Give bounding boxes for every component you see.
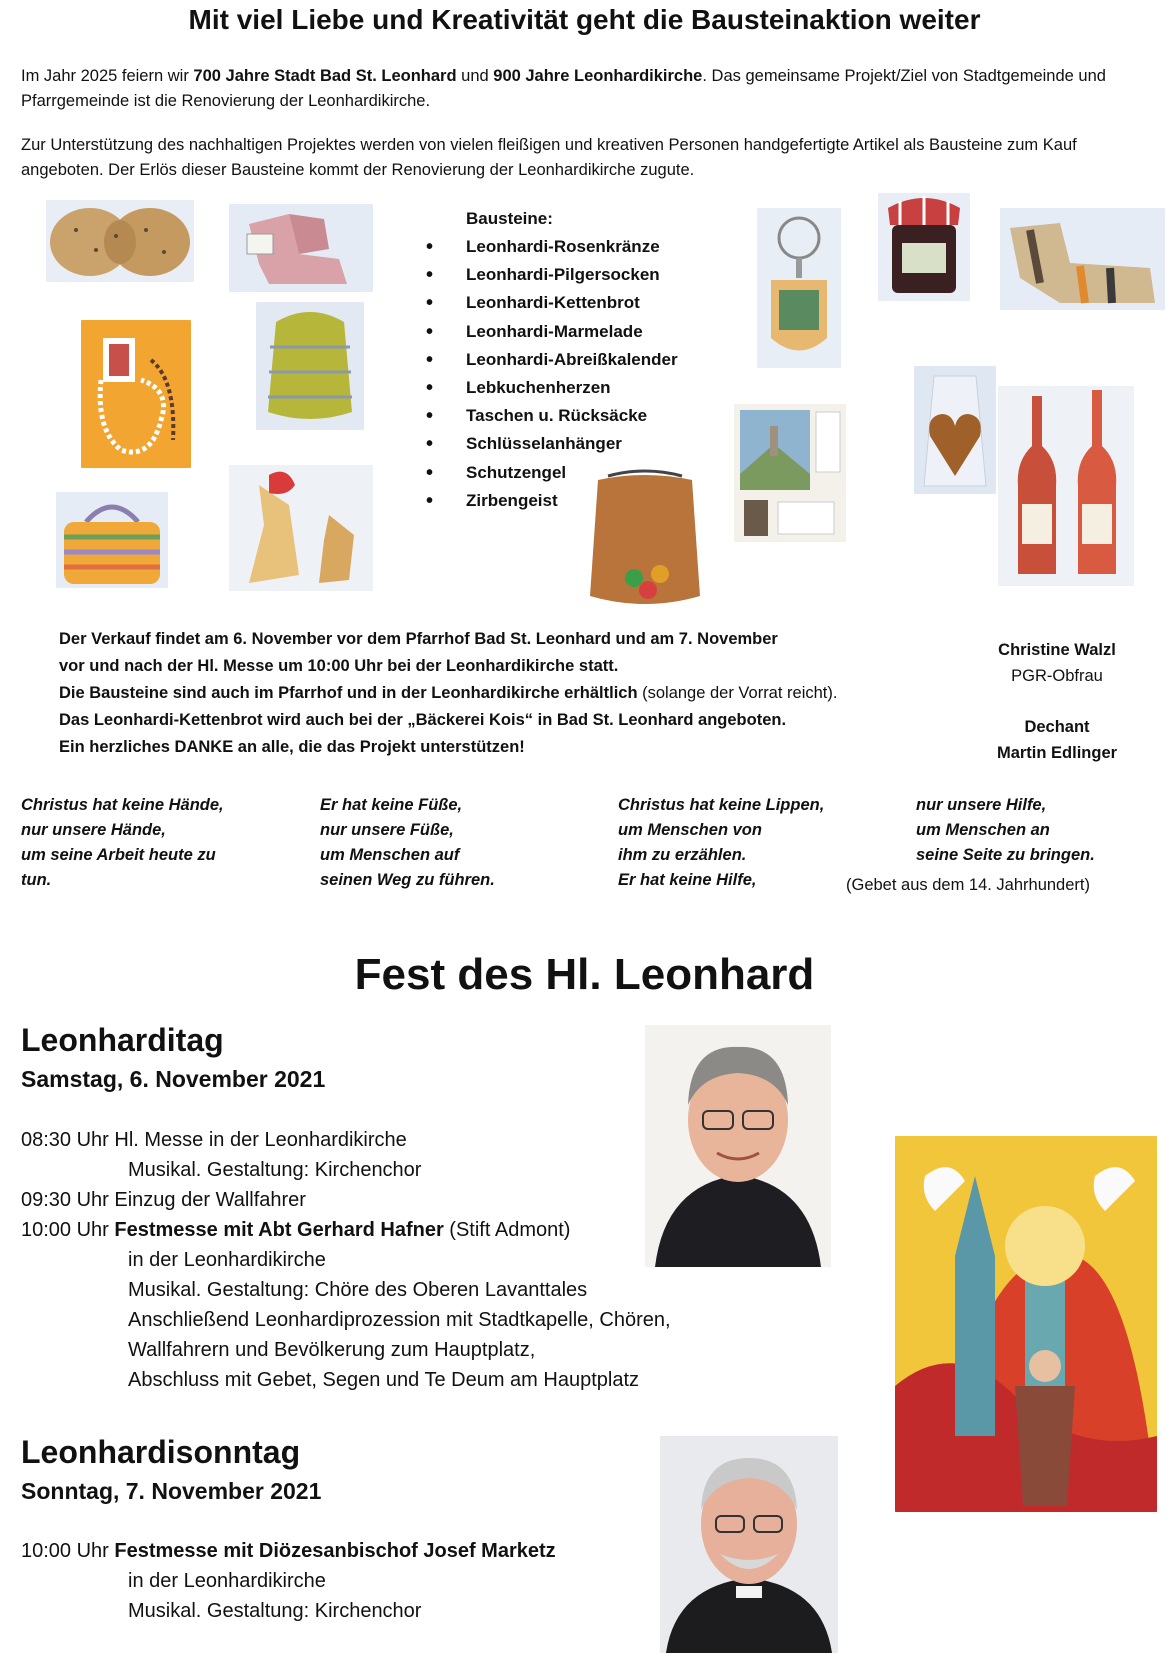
kettenbrot-photo (46, 200, 194, 282)
fest-title: Fest des Hl. Leonhard (354, 950, 815, 999)
signature-role: Dechant (1024, 718, 1090, 736)
rosenkranz-photo (81, 320, 191, 468)
list-item: • Leonhardi-Marmelade (424, 318, 678, 346)
abreisskalender-photo (734, 404, 846, 542)
list-item: • Schutzengel (424, 459, 678, 487)
day1-date: Samstag, 6. November 2021 (21, 1066, 326, 1092)
signature-name: Christine Walzl (998, 641, 1116, 659)
day1-schedule: 08:30 Uhr Hl. Messe in der Leonhardikirche Musikal. Gestaltung: Kirchenchor 09:30 Uhr Einzug der Wallfahrer 10:00 Uhr Festmesse mit Abt Gerhard Hafner (Stift Admont) in der Leonhardikirche Musikal. Gestaltung: Chöre des Oberen Lavanttales Anschließend Leonhardiprozession mit Stadtkapelle, Chören, Wallfahrern und Bevölkerung zum Hauptplatz, Abschluss mit Gebet, Segen und Te Deum am Hauptplatz (21, 1129, 671, 1391)
list-item: • Lebkuchenherzen (424, 374, 678, 402)
signature-name: Martin Edlinger (996, 744, 1118, 762)
list-item: • Leonhardi-Abreißkalender (424, 346, 678, 374)
prayer-source: (Gebet aus dem 14. Jahrhundert) (846, 876, 1090, 894)
prayer-column-4: nur unsere Hilfe, um Menschen an seine Seite zu bringen. (916, 796, 1095, 864)
list-item: • Leonhardi-Rosenkränze (424, 233, 678, 261)
zirbengeist-photo (998, 386, 1134, 586)
sale-line: Das Leonhardi-Kettenbrot wird auch bei der „Bäckerei Kois“ in Bad St. Leonhard angeboten. (59, 711, 787, 729)
portrait-abt-photo (645, 1025, 831, 1267)
intro-paragraph-2: Zur Unterstützung des nachhaltigen Projektes werden von vielen fleißigen und kreativen Personen handgefertigte Artikel als Bausteine zum Kauf angeboten. Der Erlös dieser Bausteine kommt der Renovierung der Leonhardikirche zugute. (21, 136, 1077, 179)
sale-info (59, 626, 939, 761)
lebkuchenherz-photo (914, 366, 996, 494)
list-item: • Taschen u. Rücksäcke (424, 402, 678, 430)
list-item: • Leonhardi-Kettenbrot (424, 289, 678, 317)
sale-line: Ein herzliches DANKE an alle, die das Projekt unterstützen! (59, 738, 525, 756)
sale-line: Der Verkauf findet am 6. November vor dem Pfarrhof Bad St. Leonhard und am 7. November (59, 630, 778, 648)
intro-paragraph-1: Im Jahr 2025 feiern wir 700 Jahre Stadt Bad St. Leonhard und 900 Jahre Leonhardikirche. Das gemeinsame Projekt/Ziel von Stadtgemeinde und Pfarrgemeinde ist die Renovierung der Leonhardikirche. (21, 67, 1106, 110)
page-title: Mit viel Liebe und Kreativität geht die Bausteinaktion weiter (188, 4, 981, 35)
leonhard-painting (895, 1136, 1157, 1512)
bausteine-list (424, 205, 678, 515)
sale-line: vor und nach der Hl. Messe um 10:00 Uhr bei der Leonhardikirche statt. (59, 657, 619, 675)
schluesselanhaenger-photo (757, 208, 841, 368)
marmelade-photo (878, 193, 970, 301)
list-item: • Schlüsselanhänger (424, 430, 678, 458)
day2-title: Leonhardisonntag (21, 1434, 301, 1470)
pilgersocken-photo (229, 204, 373, 292)
tasche-photo (56, 492, 168, 588)
day2-date: Sonntag, 7. November 2021 (21, 1478, 322, 1504)
rucksack-green-photo (256, 302, 364, 430)
bausteine-heading: Bausteine: (466, 209, 553, 228)
socken-photo (1000, 208, 1165, 310)
signature-dechant (962, 714, 1152, 766)
list-item: • Leonhardi-Pilgersocken (424, 261, 678, 289)
day1-title: Leonharditag (21, 1022, 224, 1058)
schutzengel-photo (229, 465, 373, 591)
prayer-column-1: Christus hat keine Hände, nur unsere Hände, um seine Arbeit heute zu tun. (21, 796, 224, 889)
signature-obfrau (962, 637, 1152, 689)
prayer-column-3: Christus hat keine Lippen, um Menschen von ihm zu erzählen. Er hat keine Hilfe, (618, 796, 825, 889)
day2-schedule: 10:00 Uhr Festmesse mit Diözesanbischof Josef Marketz in der Leonhardikirche Musikal. Gestaltung: Kirchenchor (21, 1540, 556, 1622)
portrait-bischof-photo (660, 1436, 838, 1653)
prayer-column-2: Er hat keine Füße, nur unsere Füße, um Menschen auf seinen Weg zu führen. (320, 796, 495, 889)
sale-line: Die Bausteine sind auch im Pfarrhof und in der Leonhardikirche erhältlich (solange der Vorrat reicht). (59, 684, 838, 702)
list-item: • Zirbengeist (424, 487, 678, 515)
signature-role: PGR-Obfrau (1011, 667, 1103, 685)
